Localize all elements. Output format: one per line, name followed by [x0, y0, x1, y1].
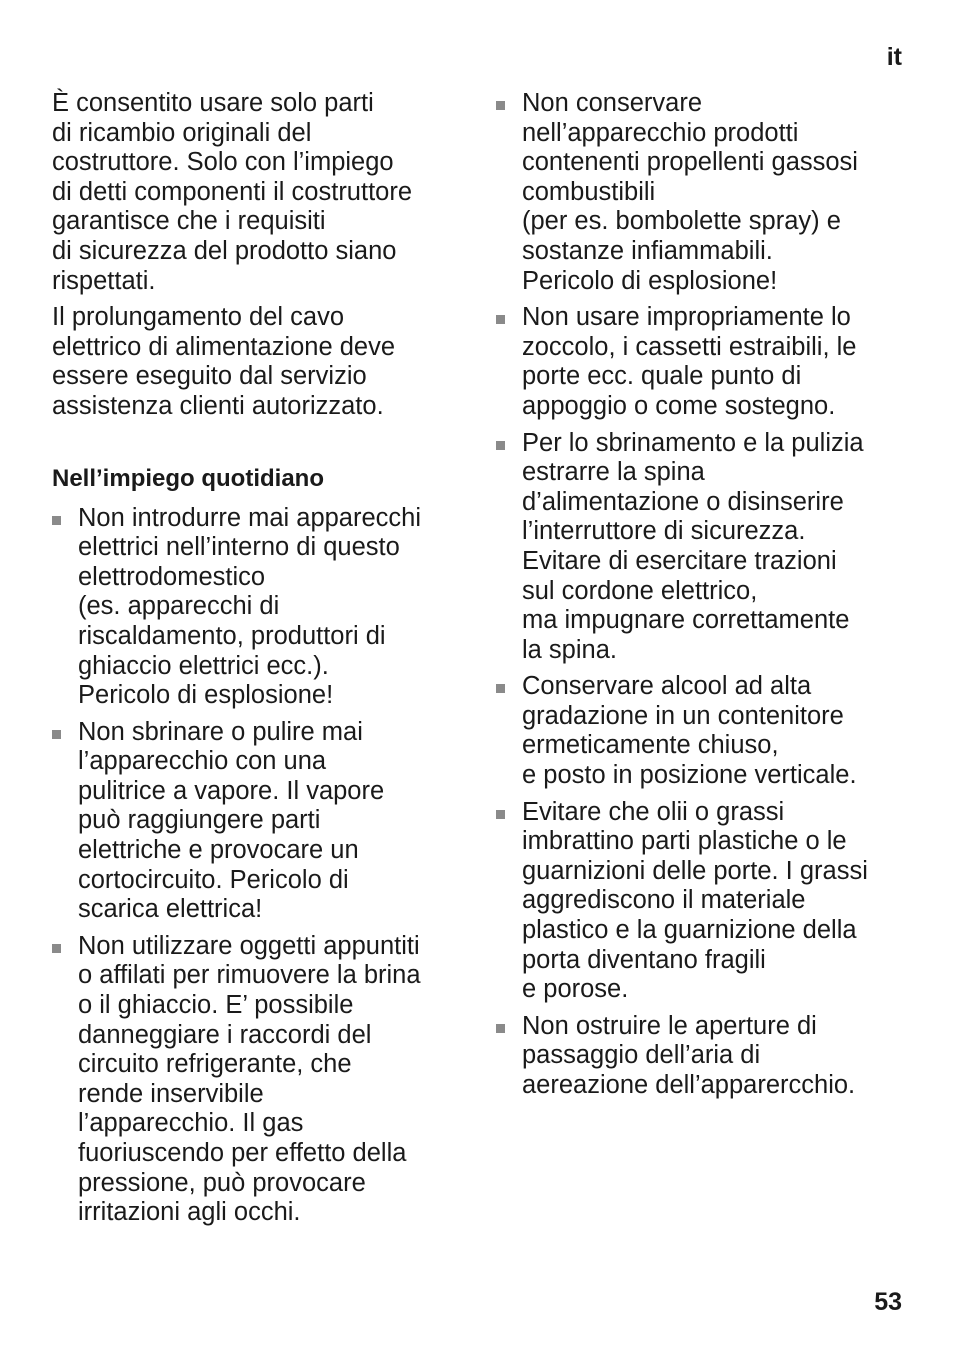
- text-line: d’alimentazione o disinserire: [522, 487, 844, 516]
- left-column: [52, 89, 462, 1235]
- bullet-item: [496, 1012, 916, 1101]
- text-line: l’apparecchio. Il gas: [78, 1109, 304, 1138]
- language-code: it: [886, 43, 902, 71]
- text-line: Evitare che olii o grassi: [522, 797, 785, 826]
- text-line: rende inservibile: [78, 1079, 264, 1108]
- text-line: ghiaccio elettrici ecc.).: [78, 651, 329, 680]
- text-line: estrarre la spina: [522, 458, 705, 487]
- text-line: elettriche e provocare un: [78, 836, 359, 865]
- text-line: appoggio o come sostegno.: [522, 391, 836, 420]
- text-line: rispettati.: [52, 266, 156, 295]
- square-bullet-icon: [52, 516, 61, 525]
- text-line: Il prolungamento del cavo: [52, 303, 345, 332]
- text-line: porta diventano fragili: [522, 945, 766, 974]
- text-line: contenenti propellenti gassosi: [522, 148, 858, 177]
- text-line: aggrediscono il materiale: [522, 886, 806, 915]
- text-line: Non conservare: [522, 89, 703, 117]
- square-bullet-icon: [52, 730, 61, 739]
- text-line: o affilati per rimuovere la brina: [78, 961, 421, 990]
- text-line: e posto in posizione verticale.: [522, 761, 857, 790]
- text-line: essere eseguito dal servizio: [52, 362, 367, 391]
- text-line: di sicurezza del prodotto siano: [52, 236, 397, 265]
- text-line: gradazione in un contenitore: [522, 701, 844, 730]
- text-line: danneggiare i raccordi del: [78, 1020, 372, 1049]
- page-number: 53: [874, 1288, 902, 1316]
- text-line: sostanze infiammabili.: [522, 236, 773, 265]
- text-line: riscaldamento, produttori di: [78, 621, 386, 650]
- text-line: Pericolo di esplosione!: [522, 266, 778, 295]
- text-line: Conservare alcool ad alta: [522, 672, 812, 701]
- text-line: passaggio dell’aria di: [522, 1041, 761, 1070]
- section-heading: Nell’impiego quotidiano: [52, 464, 324, 492]
- text-line: scarica elettrica!: [78, 895, 263, 924]
- intro-paragraphs: [52, 89, 462, 422]
- text-line: nell’apparecchio prodotti: [522, 118, 799, 147]
- text-line: elettrodomestico: [78, 562, 266, 591]
- text-line: guarnizioni delle porte. I grassi: [522, 856, 868, 885]
- square-bullet-icon: [496, 315, 505, 324]
- text-line: ma impugnare correttamente: [522, 606, 850, 635]
- text-line: imbrattino parti plastiche o le: [522, 827, 847, 856]
- text-line: circuito refrigerante, che: [78, 1050, 352, 1079]
- left-bullet-list: [52, 504, 462, 1228]
- text-line: irritazioni agli occhi.: [78, 1198, 301, 1227]
- bullet-item: [496, 303, 916, 421]
- text-line: o il ghiaccio. E’ possibile: [78, 991, 354, 1020]
- text-line: Non introdurre mai apparecchi: [78, 503, 422, 532]
- bullet-item: [52, 718, 462, 925]
- bullet-item: [496, 798, 916, 1005]
- text-line: e porose.: [522, 975, 629, 1004]
- text-line: elettrici nell’interno di questo: [78, 533, 400, 562]
- body-paragraph: [52, 303, 462, 421]
- bullet-item: [496, 429, 916, 666]
- right-column: [496, 89, 916, 1108]
- square-bullet-icon: [496, 810, 505, 819]
- text-line: costruttore. Solo con l’impiego: [52, 148, 394, 177]
- text-line: cortocircuito. Pericolo di: [78, 865, 349, 894]
- text-line: elettrico di alimentazione deve: [52, 332, 396, 361]
- text-line: Non utilizzare oggetti appuntiti: [78, 931, 420, 960]
- text-line: Non ostruire le aperture di: [522, 1011, 817, 1040]
- text-line: plastico e la guarnizione della: [522, 916, 857, 945]
- text-line: (es. apparecchi di: [78, 592, 280, 621]
- square-bullet-icon: [52, 944, 61, 953]
- text-line: pressione, può provocare: [78, 1168, 366, 1197]
- text-line: fuoriuscendo per effetto della: [78, 1139, 407, 1167]
- text-line: Per lo sbrinamento e la pulizia: [522, 428, 864, 457]
- text-line: pulitrice a vapore. Il vapore: [78, 776, 385, 805]
- text-line: la spina.: [522, 635, 617, 664]
- text-line: combustibili: [522, 177, 656, 206]
- bullet-item: [52, 932, 462, 1228]
- body-paragraph: [52, 89, 462, 296]
- text-line: garantisce che i requisiti: [52, 207, 326, 236]
- right-bullet-list: [496, 89, 916, 1101]
- text-line: ermeticamente chiuso,: [522, 731, 779, 760]
- text-line: (per es. bombolette spray) e: [522, 207, 841, 236]
- text-line: zoccolo, i cassetti estraibili, le: [522, 332, 857, 361]
- text-line: di detti componenti il costruttore: [52, 177, 413, 206]
- bullet-item: [496, 672, 916, 790]
- text-line: È consentito usare solo parti: [52, 89, 374, 117]
- text-line: Pericolo di esplosione!: [78, 681, 334, 710]
- text-line: aereazione dell’apparercchio.: [522, 1071, 856, 1099]
- square-bullet-icon: [496, 684, 505, 693]
- text-line: Non usare impropriamente lo: [522, 303, 851, 332]
- text-line: di ricambio originali del: [52, 118, 312, 147]
- text-line: sul cordone elettrico,: [522, 576, 758, 605]
- square-bullet-icon: [496, 1024, 505, 1033]
- text-line: l’interruttore di sicurezza.: [522, 517, 806, 546]
- text-line: assistenza clienti autorizzato.: [52, 391, 384, 420]
- bullet-item: [52, 504, 462, 711]
- square-bullet-icon: [496, 441, 505, 450]
- text-line: Evitare di esercitare trazioni: [522, 546, 837, 575]
- bullet-item: [496, 89, 916, 296]
- text-line: Non sbrinare o pulire mai: [78, 717, 363, 746]
- square-bullet-icon: [496, 101, 505, 110]
- text-line: l’apparecchio con una: [78, 747, 327, 776]
- text-line: può raggiungere parti: [78, 806, 321, 835]
- text-line: porte ecc. quale punto di: [522, 362, 802, 391]
